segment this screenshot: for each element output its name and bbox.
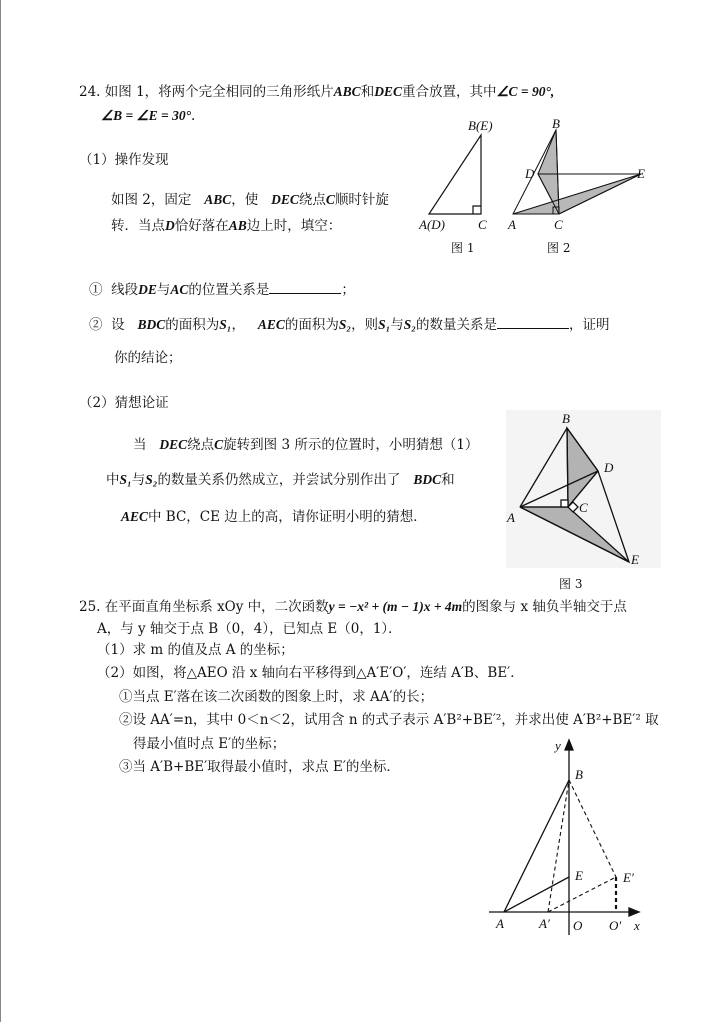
text: 的数量关系是 — [416, 317, 497, 333]
label-y: y — [555, 738, 561, 753]
label-o: O — [573, 918, 583, 933]
math-s1: S₁ — [119, 472, 132, 487]
math-de: DE — [138, 282, 157, 297]
math-bdc: BDC — [413, 472, 442, 487]
q25-line2: A，与 y 轴交于点 B（0，4），已知点 E（0，1）． — [97, 621, 402, 637]
text: 线段 — [111, 282, 139, 298]
label-a-prime: A′ — [539, 916, 550, 931]
math-angle-c: ∠C = 90°, — [496, 84, 555, 99]
q25-item1: ①当点 E′落在该二次函数的图象上时，求 AA′的长； — [119, 689, 434, 705]
fig1-triangle — [429, 135, 481, 214]
math-aec: AEC — [121, 509, 149, 524]
text: ，证明 — [569, 317, 610, 333]
q25-item2-cont: 得最小值时点 E′的坐标； — [133, 736, 286, 752]
math-ac: AC — [170, 282, 189, 297]
q24-part2-title: （2）猜想论证 — [79, 395, 169, 411]
text: 中 — [106, 472, 120, 488]
fig1-label-b: B(E) — [468, 118, 493, 133]
math-bdc: BDC — [137, 317, 166, 332]
label-x: x — [634, 918, 640, 933]
fig2-label-a: A — [508, 217, 516, 232]
text: ， — [231, 317, 245, 333]
segment-a2b — [548, 780, 569, 912]
text: ，则 — [351, 317, 379, 333]
text: 当 — [133, 437, 147, 453]
text: 恰好落在 — [174, 218, 229, 234]
math-d: D — [165, 218, 175, 233]
math-c: C — [214, 437, 224, 452]
math-s2: S₂ — [338, 317, 352, 332]
q24-item2-cont: 你的结论； — [114, 350, 182, 366]
fig1-label-a: A(D) — [419, 217, 445, 232]
text: 在平面直角坐标系 xOy 中，二次函数 — [104, 599, 329, 615]
fig3-label-d: D — [604, 460, 614, 475]
math-dec: DEC — [374, 84, 402, 99]
fig3-label-b: B — [562, 411, 570, 426]
question-number: 24. — [79, 84, 101, 100]
figures — [1, 0, 720, 1022]
math-s2: S₂ — [403, 317, 416, 332]
q25-item3: ③当 A′B+BE′取得最小值时，求点 E′的坐标． — [119, 759, 400, 775]
text: ； — [341, 282, 355, 298]
text: 中 BC，CE 边上的高，请你证明小明的猜想． — [148, 509, 427, 525]
fig3-caption: 图 3 — [559, 577, 583, 591]
text: 绕点 — [298, 192, 326, 208]
text: 与 — [390, 317, 404, 333]
right-angle-mark — [473, 206, 481, 214]
text: 如图 2，固定 — [111, 192, 192, 208]
text: 的数量关系仍然成立，并尝试分别作出了 — [157, 472, 401, 488]
y-axis-arrow-icon — [565, 740, 573, 750]
math-aec: AEC — [257, 317, 285, 332]
text: 顺时针旋 — [334, 192, 389, 208]
math-abc: ABC — [204, 192, 232, 207]
label-b: B — [575, 767, 583, 782]
segment-be2 — [569, 780, 616, 877]
right-angle-mark — [561, 500, 568, 507]
segment-ab — [504, 780, 569, 912]
fig3-label-a: A — [507, 510, 515, 525]
fig2-caption: 图 2 — [547, 241, 571, 255]
text: 和 — [441, 472, 455, 488]
text: 与 — [131, 472, 146, 488]
text: 转．当点 — [111, 218, 165, 234]
text: 与 — [156, 282, 171, 298]
math-s2: S₂ — [145, 472, 158, 487]
x-axis-arrow-icon — [629, 908, 639, 916]
question-number: 25. — [79, 599, 101, 615]
math-dec: DEC — [271, 192, 299, 207]
label-o-prime: O′ — [609, 918, 622, 933]
text: 重合放置，其中 — [401, 84, 497, 100]
q25-figure — [489, 740, 639, 935]
math-abc: ABC — [333, 84, 361, 99]
math-formula: y = −x² + (m − 1)x + 4m — [328, 599, 463, 614]
label-e-prime: E′ — [623, 870, 634, 885]
fig3-label-e: E — [631, 552, 639, 567]
text: ，使 — [231, 192, 259, 208]
q25-part1: （1）求 m 的值及点 A 的坐标； — [97, 642, 294, 658]
label-a: A — [496, 916, 504, 931]
q25-item2: ②设 AA′=n，其中 0＜n＜2，试用含 n 的式子表示 A′B²+BE′²，并求出使 A′B²+BE′² 取 — [119, 712, 659, 728]
text: 的位置关系是 — [188, 282, 270, 298]
math-s1: S₁ — [378, 317, 391, 332]
math-c: C — [325, 192, 335, 207]
math-angle-be: ∠B = ∠E = 30° — [101, 108, 191, 123]
fig2-label-d: D — [525, 166, 535, 181]
math-ab: AB — [228, 218, 247, 233]
text: 边上时，填空： — [246, 218, 342, 234]
text: 设 — [111, 317, 125, 333]
q24-part1-title: （1）操作发现 — [79, 152, 169, 168]
text: 的面积为 — [284, 317, 339, 333]
text: 和 — [360, 84, 375, 100]
math-dec: DEC — [159, 437, 188, 452]
fig2-label-c: C — [554, 217, 563, 232]
text: 绕点 — [187, 437, 215, 453]
item-marker: ① — [89, 282, 103, 298]
text: 旋转到图 3 所示的位置时，小明猜想（1） — [223, 437, 479, 453]
segment-ae — [504, 877, 569, 912]
text: 如图 1，将两个完全相同的三角形纸片 — [104, 84, 334, 100]
math-s1: S₁ — [219, 317, 232, 332]
fig1-label-c: C — [478, 217, 487, 232]
fig2-label-b: B — [552, 116, 560, 131]
text: 的图象与 x 轴负半轴交于点 — [462, 599, 627, 615]
figure-1 — [429, 135, 481, 214]
fig1-caption: 图 1 — [451, 241, 475, 255]
fig3-label-c: C — [579, 500, 588, 515]
q25-part2: （2）如图，将△AEO 沿 x 轴向右平移得到△A′E′O′，连结 A′B、BE′． — [97, 665, 524, 681]
fig2-label-e: E — [637, 166, 645, 181]
text: 的面积为 — [165, 317, 220, 333]
item-marker: ② — [89, 317, 103, 333]
text: . — [191, 108, 196, 124]
label-e: E — [575, 868, 583, 883]
